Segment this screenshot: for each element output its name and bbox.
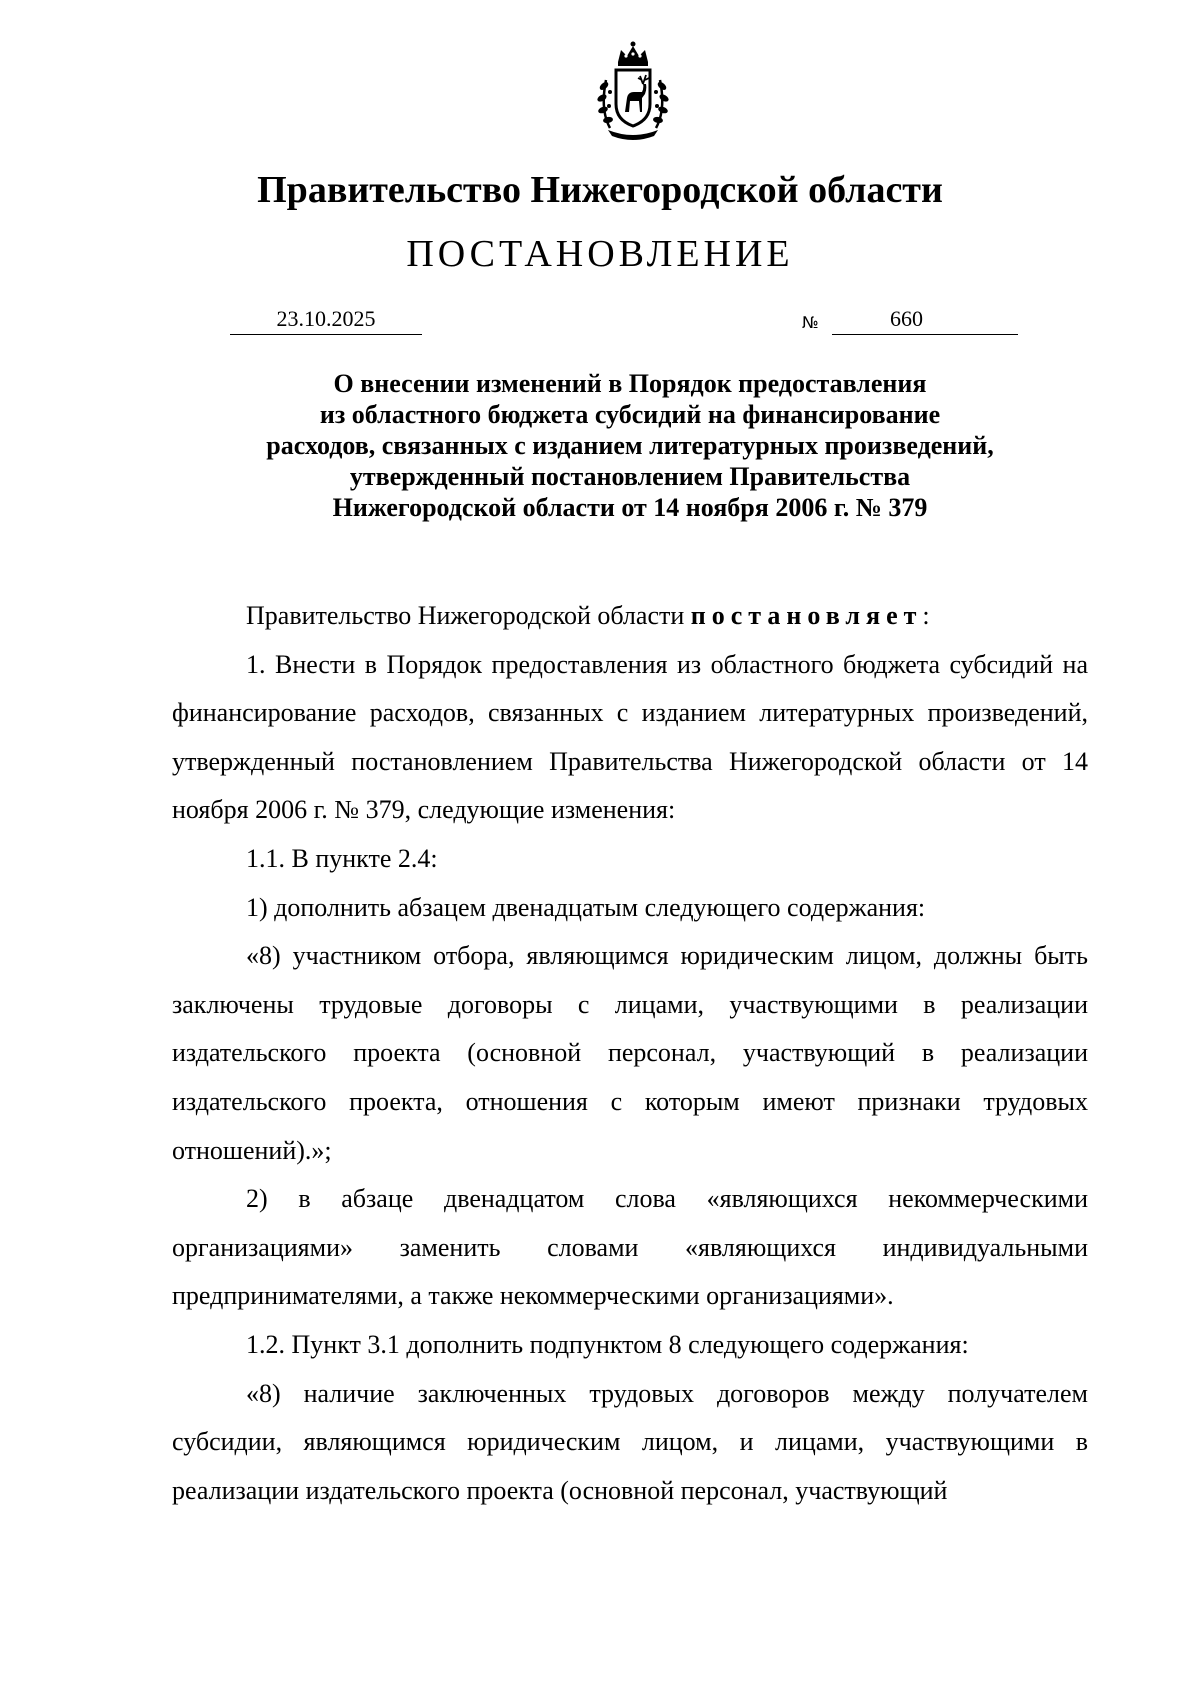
- heading-line: из областного бюджета субсидий на финансирование: [319, 400, 941, 429]
- preamble-text: Правительство Нижегородской области: [246, 601, 691, 630]
- body-paragraph: 2) в абзаце двенадцатом слова «являющихся некоммерческими организациями» заменить словами «являющихся индивидуальными предпринимателями, а также некоммерческими организациями».: [172, 1184, 1088, 1311]
- number-sign: №: [802, 313, 819, 332]
- document-type: ПОСТАНОВЛЕНИЕ: [406, 233, 794, 275]
- government-title: Правительство Нижегородской области: [257, 169, 943, 211]
- body-paragraph: 1.1. В пункте 2.4:: [246, 843, 438, 873]
- heading-line: утвержденный постановлением Правительства: [349, 462, 911, 491]
- heading-line: Нижегородской области от 14 ноября 2006 г. № 379: [332, 493, 928, 522]
- body-paragraph: «8) наличие заключенных трудовых договоров между получателем субсидии, являющимся юридическим лицом, и лицами, участвующими в реализации издательского проекта (основной персонал, участвующий: [172, 1378, 1088, 1505]
- heading-line: расходов, связанных с изданием литературных произведений,: [266, 431, 994, 460]
- preamble-end: :: [922, 601, 930, 630]
- document-number: 660: [890, 306, 923, 331]
- body-paragraph: 1) дополнить абзацем двенадцатым следующего содержания:: [246, 892, 926, 922]
- body-paragraph: «8) участником отбора, являющимся юридическим лицом, должны быть заключены трудовые договоры с лицами, участвующими в реализации издательского проекта (основной персонал, участвующий в реализации издательского проекта, отношения с которым имеют признаки трудовых отношений).»;: [172, 941, 1088, 1165]
- document-heading: [160, 368, 1100, 523]
- preamble-spaced-word: постановляет: [690, 601, 923, 630]
- preamble-paragraph: [172, 592, 1088, 641]
- nizhny-novgorod-coat-of-arms-icon: [580, 40, 686, 146]
- body-paragraph: 1.2. Пункт 3.1 дополнить подпунктом 8 следующего содержания:: [246, 1329, 969, 1359]
- document-number-field: [832, 304, 1018, 335]
- crown-icon: [618, 42, 648, 67]
- heading-line: О внесении изменений в Порядок предоставления: [333, 369, 927, 398]
- body-paragraph: 1. Внести в Порядок предоставления из областного бюджета субсидий на финансирование расходов, связанных с изданием литературных произведений, утвержденный постановлением Правительства Нижегородской области от 14 ноября 2006 г. № 379, следующие изменения:: [172, 649, 1088, 825]
- document-date: 23.10.2025: [230, 304, 422, 335]
- document-body: [172, 592, 1088, 1515]
